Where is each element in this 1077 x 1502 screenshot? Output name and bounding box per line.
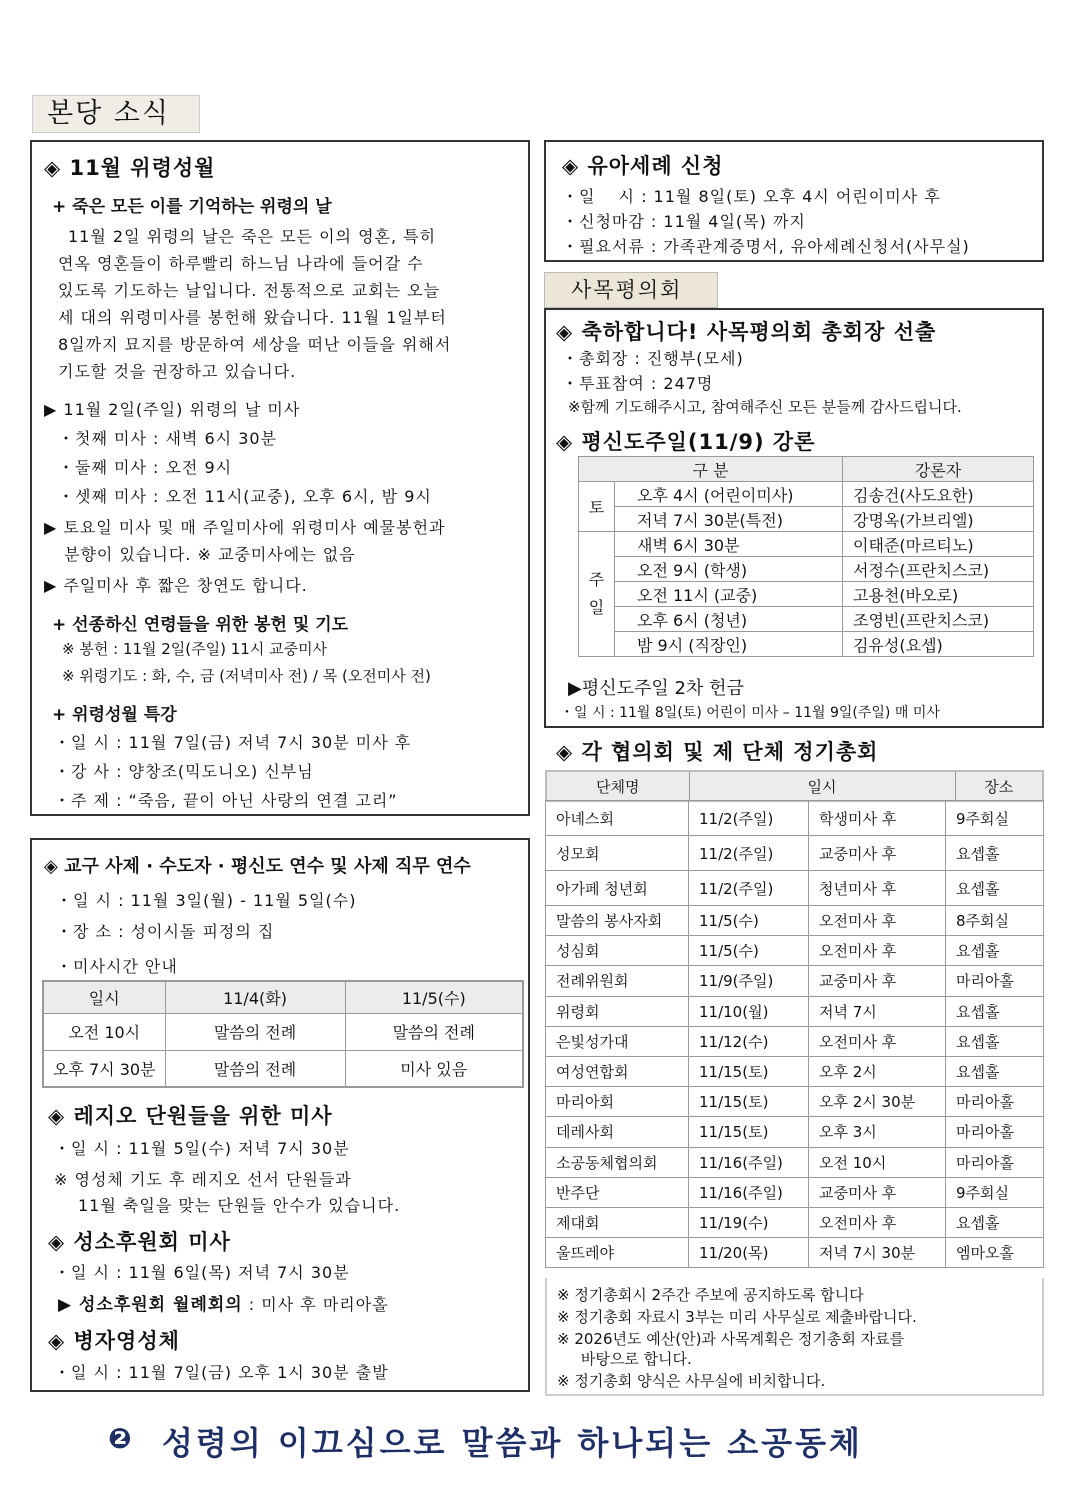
offering-subtitle: + 선종하신 연령들을 위한 봉헌 및 기도 [52, 615, 349, 635]
table-cell: 성모회 [546, 836, 689, 871]
support-title: ◈ 성소후원회 미사 [48, 1230, 231, 1254]
table-cell: 미사 있음 [345, 1050, 523, 1087]
remembrance-subtitle: + 죽은 모든 이를 기억하는 위령의 날 [52, 197, 332, 217]
table-cell: 청년미사 후 [809, 871, 946, 906]
table-row [546, 836, 1044, 871]
training-box [30, 838, 530, 1392]
table-cell: 아가페 청년회 [546, 871, 689, 906]
table-cell: 교중미사 후 [809, 1177, 946, 1207]
collection-item: ・일 시 : 11월 8일(토) 어린이 미사 – 11월 9일(주일) 매 미사 [560, 705, 940, 721]
lay-sunday-title: ◈ 평신도주일(11/9) 강론 [556, 430, 816, 454]
table-cell: 서정수(프란치스코) [843, 557, 1034, 582]
thanks-note: ※함께 기도해주시고, 참여해주신 모든 분들께 감사드립니다. [568, 398, 962, 416]
table-row [546, 1207, 1044, 1237]
table-cell: 성심회 [546, 936, 689, 966]
homily-table [578, 456, 1034, 657]
table-cell: 울뜨레야 [546, 1238, 689, 1268]
table-cell: 오전미사 후 [809, 1026, 946, 1056]
table-row [546, 1238, 1044, 1268]
table-header: 11/4(화) [165, 981, 345, 1013]
table-cell: 오전 10시 [809, 1147, 946, 1177]
table-cell: 저녁 7시 30분(특전) [615, 507, 843, 532]
table-cell: 새벽 6시 30분 [615, 532, 843, 557]
table-cell: 요셉홀 [946, 936, 1044, 966]
lecture-item: ・주 제 : “죽음, 끝이 아닌 사랑의 연결 고리” [54, 791, 398, 810]
table-cell: 요셉홀 [946, 996, 1044, 1026]
table-cell: 밤 9시 (직장인) [615, 632, 843, 657]
table-cell: 11/2(주일) [689, 871, 809, 906]
table-header: 일시 [689, 771, 955, 801]
table-cell: 고용천(바오로) [843, 582, 1034, 607]
para-line: 기도할 것을 권장하고 있습니다. [58, 362, 297, 381]
table-row [546, 1117, 1044, 1147]
day-label: 주 일 [579, 532, 615, 657]
table-cell: 요셉홀 [946, 1056, 1044, 1086]
training-item: ・미사시간 안내 [56, 957, 178, 976]
november-title: ◈ 11월 위령성월 [44, 156, 216, 180]
note-line: ▶ 주일미사 후 짧은 창연도 합니다. [44, 576, 308, 595]
assembly-title: ◈ 각 협의회 및 제 단체 정기총회 [556, 740, 879, 764]
mass-title: ▶ 11월 2일(주일) 위령의 날 미사 [44, 400, 301, 419]
table-cell: 11/2(주일) [689, 836, 809, 871]
note-line: 분향이 있습니다. ※ 교중미사에는 없음 [64, 545, 356, 564]
table-cell: 오후 2시 [809, 1056, 946, 1086]
table-cell: 말씀의 전례 [165, 1050, 345, 1087]
table-cell: 오후 4시 (어린이미사) [615, 482, 843, 507]
table-cell: 마리아회 [546, 1087, 689, 1117]
table-header: 장소 [955, 771, 1043, 801]
november-box [30, 140, 530, 816]
table-cell: 마리아홀 [946, 1117, 1044, 1147]
assembly-note: ※ 정기총회시 2주간 주보에 공지하도록 합니다 [557, 1286, 864, 1304]
council-box [544, 308, 1044, 728]
table-cell: 김유성(요셉) [843, 632, 1034, 657]
table-cell: 마리아홀 [946, 1087, 1044, 1117]
sick-title: ◈ 병자영성체 [48, 1329, 180, 1353]
footer-slogan: 성령의 이끄심으로 말씀과 하나되는 소공동체 [162, 1424, 863, 1462]
day-label: 토 [579, 482, 615, 532]
assembly-note: ※ 2026년도 예산(안)과 사목계획은 정기총회 자료를 [557, 1330, 905, 1348]
table-row [546, 936, 1044, 966]
para-line: 11월 2일 위령의 날은 죽은 모든 이의 영혼, 특히 [68, 227, 437, 246]
table-cell: 11/20(목) [689, 1238, 809, 1268]
baptism-title: ◈ 유아세례 신청 [562, 154, 724, 178]
table-cell: 말씀의 봉사자회 [546, 906, 689, 936]
table-row [546, 966, 1044, 996]
table-row [546, 1026, 1044, 1056]
table-cell: 오전미사 후 [809, 936, 946, 966]
table-cell: 저녁 7시 30분 [809, 1238, 946, 1268]
table-cell: 오후 7시 30분 [43, 1050, 165, 1087]
table-row [546, 906, 1044, 936]
para-line: 8일까지 묘지를 방문하여 세상을 떠난 이들을 위해서 [58, 335, 452, 354]
table-cell: 11/10(월) [689, 996, 809, 1026]
table-cell: 오전미사 후 [809, 906, 946, 936]
table-cell: 제대회 [546, 1207, 689, 1237]
assembly-notes [545, 1278, 1044, 1396]
footer-number: ❷ [108, 1422, 132, 1455]
mass-item: ・셋째 미사 : 오전 11시(교중), 오후 6시, 밤 9시 [58, 487, 432, 506]
table-cell: 11/12(수) [689, 1026, 809, 1056]
table-cell: 말씀의 전례 [345, 1013, 523, 1050]
table-row [546, 996, 1044, 1026]
assembly-rows [545, 800, 1044, 1268]
table-cell: 요셉홀 [946, 836, 1044, 871]
table-cell: 11/16(주일) [689, 1147, 809, 1177]
table-cell: 김송건(사도요한) [843, 482, 1034, 507]
table-header: 단체명 [546, 771, 689, 801]
table-header: 강론자 [843, 457, 1034, 482]
congrats-item: ・투표참여 : 247명 [562, 374, 714, 393]
table-cell: 8주회실 [946, 906, 1044, 936]
table-header: 구 분 [579, 457, 843, 482]
congrats-item: ・총회장 : 진행부(모세) [562, 349, 744, 368]
support-meeting [58, 1290, 389, 1315]
table-cell: 전례위원회 [546, 966, 689, 996]
assembly-note: 바탕으로 합니다. [557, 1350, 692, 1368]
table-cell: 반주단 [546, 1177, 689, 1207]
table-cell: 오전 9시 (학생) [615, 557, 843, 582]
table-cell: 데레사회 [546, 1117, 689, 1147]
table-cell: 요셉홀 [946, 871, 1044, 906]
table-cell: 11/15(토) [689, 1087, 809, 1117]
table-cell: 마리아홀 [946, 1147, 1044, 1177]
sick-item: ・일 시 : 11월 7일(금) 오후 1시 30분 출발 [54, 1363, 389, 1382]
table-cell: 이태준(마르티노) [843, 532, 1034, 557]
note-line: ▶ 토요일 미사 및 매 주일미사에 위령미사 예물봉헌과 [44, 518, 446, 537]
baptism-item: ・필요서류 : 가족관계증명서, 유아세례신청서(사무실) [562, 237, 970, 256]
assembly-note: ※ 정기총회 자료시 3부는 미리 사무실로 제출바랍니다. [557, 1308, 917, 1326]
table-cell: 11/15(토) [689, 1056, 809, 1086]
support-meeting-detail: : 미사 후 마리아홀 [242, 1295, 389, 1314]
offering-item: ※ 위령기도 : 화, 수, 금 (저녁미사 전) / 목 (오전미사 전) [62, 667, 431, 685]
table-cell: 11/5(수) [689, 936, 809, 966]
table-header: 11/5(수) [345, 981, 523, 1013]
lecture-item: ・강 사 : 양창조(믹도니오) 신부님 [54, 762, 314, 781]
table-cell: 오후 6시 (청년) [615, 607, 843, 632]
table-cell: 요셉홀 [946, 1026, 1044, 1056]
congrats-title: ◈ 축하합니다! 사목평의회 총회장 선출 [556, 320, 937, 344]
table-cell: 오전미사 후 [809, 1207, 946, 1237]
council-tag: 사목평의회 [544, 272, 718, 308]
mass-item: ・첫째 미사 : 새벽 6시 30분 [58, 429, 278, 448]
table-cell: 9주회실 [946, 1177, 1044, 1207]
mass-item: ・둘째 미사 : 오전 9시 [58, 458, 233, 477]
table-cell: 교중미사 후 [809, 836, 946, 871]
table-cell: 위령회 [546, 996, 689, 1026]
table-row [546, 801, 1044, 836]
support-item: ・일 시 : 11월 6일(목) 저녁 7시 30분 [54, 1263, 350, 1282]
table-row [546, 1177, 1044, 1207]
assembly-table [545, 770, 1044, 802]
table-row [546, 871, 1044, 906]
table-cell: 여성연합회 [546, 1056, 689, 1086]
table-cell: 11/19(수) [689, 1207, 809, 1237]
table-cell: 11/5(수) [689, 906, 809, 936]
section-title: 본당 소식 [32, 95, 200, 133]
lecture-item: ・일 시 : 11월 7일(금) 저녁 7시 30분 미사 후 [54, 733, 412, 752]
lecture-subtitle: + 위령성월 특강 [52, 705, 177, 725]
table-cell: 오후 3시 [809, 1117, 946, 1147]
legio-item: 11월 축일을 맞는 단원들 안수가 있습니다. [78, 1196, 401, 1215]
baptism-item: ・신청마감 : 11월 4일(목) 까지 [562, 212, 806, 231]
table-cell: 조영빈(프란치스코) [843, 607, 1034, 632]
table-cell: 소공동체협의회 [546, 1147, 689, 1177]
table-cell: 말씀의 전례 [165, 1013, 345, 1050]
para-line: 연옥 영혼들이 하루빨리 하느님 나라에 들어갈 수 [58, 254, 424, 273]
baptism-box [544, 140, 1044, 262]
assembly-note: ※ 정기총회 양식은 사무실에 비치합니다. [557, 1372, 826, 1390]
table-cell: 엠마오홀 [946, 1238, 1044, 1268]
table-cell: 학생미사 후 [809, 801, 946, 836]
training-item: ・장 소 : 성이시돌 피정의 집 [56, 922, 275, 941]
table-cell: 11/2(주일) [689, 801, 809, 836]
legio-title: ◈ 레지오 단원들을 위한 미사 [48, 1104, 333, 1128]
training-item: ・일 시 : 11월 3일(월) - 11월 5일(수) [56, 891, 357, 910]
table-header: 일시 [43, 981, 165, 1013]
support-meeting-label: ▶ 성소후원회 월례회의 [58, 1295, 243, 1315]
para-line: 세 대의 위령미사를 봉헌해 왔습니다. 11월 1일부터 [58, 308, 447, 327]
legio-item: ※ 영성체 기도 후 레지오 선서 단원들과 [54, 1170, 352, 1189]
legio-item: ・일 시 : 11월 5일(수) 저녁 7시 30분 [54, 1139, 350, 1158]
training-title: ◈ 교구 사제 · 수도자 · 평신도 연수 및 사제 직무 연수 [44, 856, 471, 877]
table-cell: 은빛성가대 [546, 1026, 689, 1056]
table-row [546, 1087, 1044, 1117]
table-cell: 강명옥(가브리엘) [843, 507, 1034, 532]
table-cell: 11/16(주일) [689, 1177, 809, 1207]
table-cell: 요셉홀 [946, 1207, 1044, 1237]
table-cell: 오전 11시 (교중) [615, 582, 843, 607]
table-cell: 저녁 7시 [809, 996, 946, 1026]
mass-time-table [42, 980, 524, 1088]
table-cell: 아녜스회 [546, 801, 689, 836]
para-line: 있도록 기도하는 날입니다. 전통적으로 교회는 오늘 [58, 281, 441, 300]
offering-item: ※ 봉헌 : 11월 2일(주일) 11시 교중미사 [62, 640, 328, 658]
table-cell: 오전 10시 [43, 1013, 165, 1050]
table-cell: 9주회실 [946, 801, 1044, 836]
table-cell: 11/9(주일) [689, 966, 809, 996]
baptism-item: ・일 시 : 11월 8일(토) 오후 4시 어린이미사 후 [562, 187, 941, 206]
table-cell: 오후 2시 30분 [809, 1087, 946, 1117]
table-cell: 마리아홀 [946, 966, 1044, 996]
table-row [546, 1147, 1044, 1177]
table-row [546, 1056, 1044, 1086]
table-cell: 교중미사 후 [809, 966, 946, 996]
table-cell: 11/15(토) [689, 1117, 809, 1147]
collection-title: ▶평신도주일 2차 헌금 [568, 678, 744, 699]
